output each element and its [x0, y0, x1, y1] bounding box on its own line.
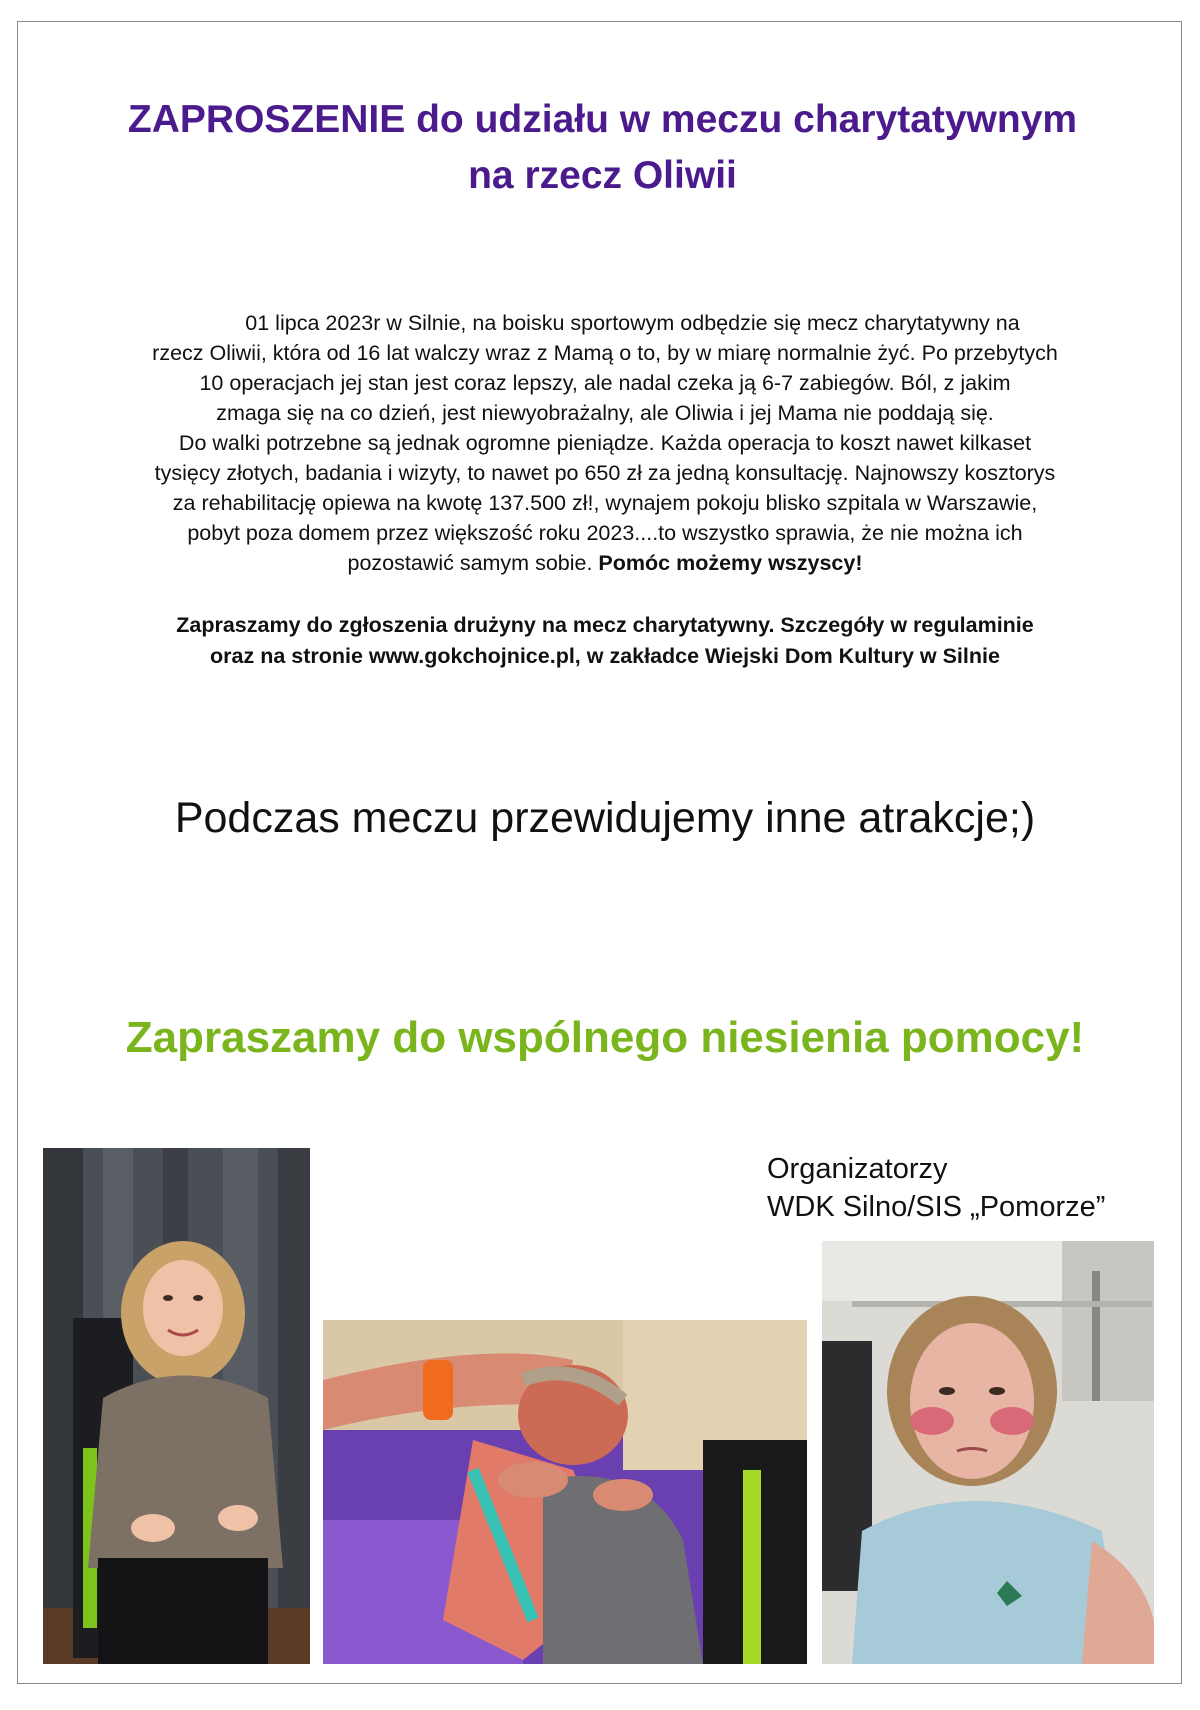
organizers-label: Organizatorzy: [767, 1153, 948, 1185]
description-line: pozostawić samym sobie.: [347, 551, 593, 575]
description-last-line: [35, 548, 1175, 578]
photo-oliwia-rehab: [822, 1241, 1154, 1664]
description-line: 01 lipca 2023r w Silnie, na boisku sportowym odbędzie się mecz charytatywny na: [245, 311, 1020, 335]
description-line: tysięcy złotych, badania i wizyty, to nawet po 650 zł za jedną konsultację. Najnowszy kosztorys: [154, 461, 1056, 485]
description-line: za rehabilitację opiewa na kwotę 137.500 zł!, wynajem pokoju blisko szpitala w Warszawie,: [172, 491, 1038, 515]
invitation-title: [30, 92, 1175, 204]
title-line-2: na rzecz Oliwii: [468, 154, 737, 197]
registration-line-2: oraz na stronie www.gokchojnice.pl, w zakładce Wiejski Dom Kultury w Silnie: [210, 644, 1000, 668]
attractions-note: Podczas meczu przewidujemy inne atrakcje;): [174, 794, 1036, 842]
description-line: zmaga się na co dzień, jest niewyobrażalny, ale Oliwia i jej Mama nie poddają się.: [216, 401, 994, 425]
help-call-to-action: Zapraszamy do wspólnego niesienia pomocy!: [125, 1013, 1085, 1062]
description-line: pobyt poza domem przez większość roku 2023....to wszystko sprawia, że nie można ich: [187, 521, 1023, 545]
registration-line-1: Zapraszamy do zgłoszenia drużyny na mecz charytatywny. Szczegóły w regulaminie: [176, 613, 1034, 637]
event-description: [35, 308, 1175, 578]
organizers-names: WDK Silno/SIS „Pomorze”: [767, 1191, 1106, 1223]
organizers-block: [767, 1150, 1105, 1226]
help-everyone-emphasis: Pomóc możemy wszyscy!: [598, 551, 863, 575]
description-line: rzecz Oliwii, która od 16 lat walczy wraz z Mamą o to, by w miarę normalnie żyć. Po przebytych: [152, 341, 1058, 365]
photo-oliwia-therapy: [323, 1320, 807, 1664]
description-line: Do walki potrzebne są jednak ogromne pieniądze. Każda operacja to koszt nawet kilkaset: [178, 431, 1032, 455]
team-registration-info: [35, 610, 1175, 672]
description-line: 10 operacjach jej stan jest coraz lepszy, ale nadal czeka ją 6-7 zabiegów. Ból, z jakim: [199, 371, 1011, 395]
photo-oliwia-smiling: [43, 1148, 310, 1664]
title-line-1: ZAPROSZENIE do udziału w meczu charytatywnym: [127, 98, 1078, 141]
